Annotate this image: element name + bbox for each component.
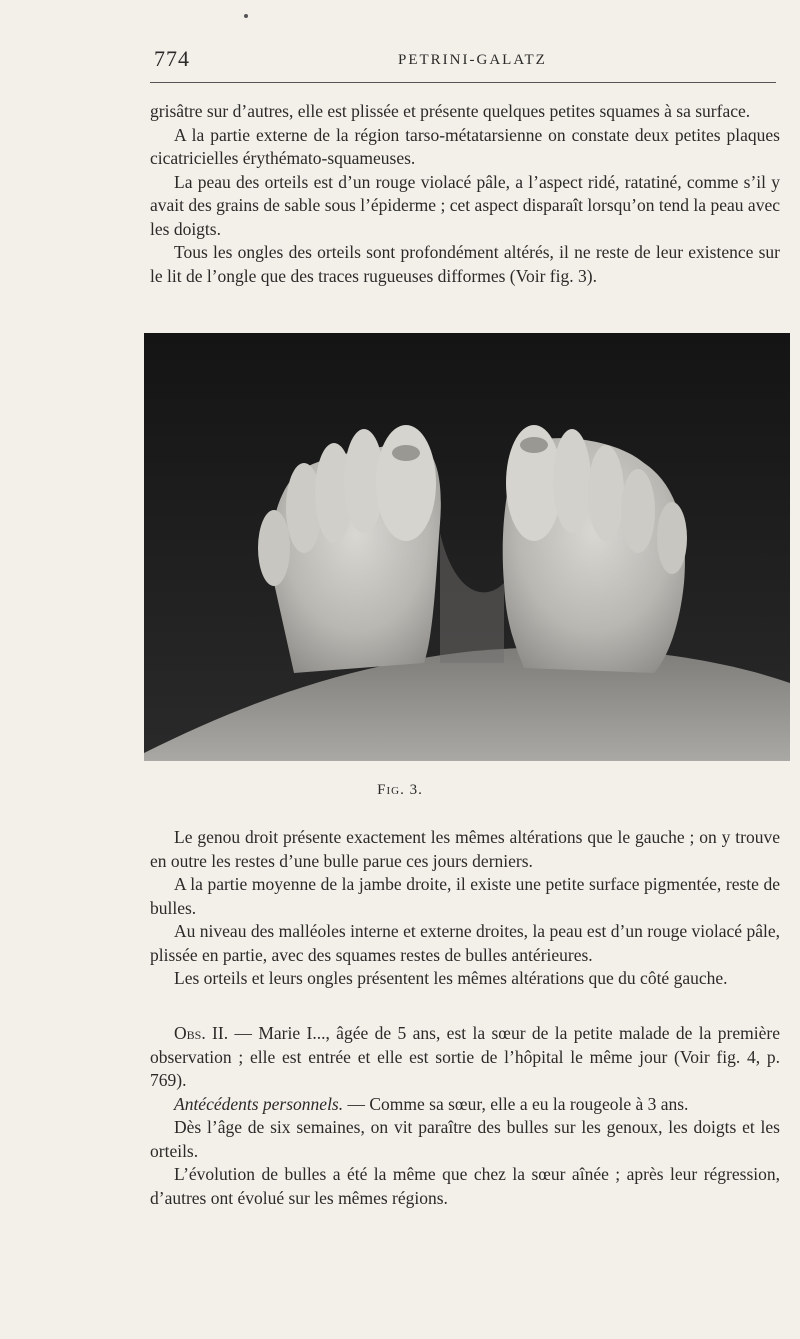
- antecedents-paragraph: [150, 1093, 780, 1117]
- text-block-middle: [150, 826, 780, 991]
- text-block-observation: [150, 1022, 780, 1210]
- figure-caption-text: Fig. 3.: [377, 782, 423, 798]
- print-speck: [244, 14, 248, 18]
- paragraph: Au niveau des malléoles interne et externe droites, la peau est d’un rouge violacé pâle, plissée en partie, avec des squames restes de bulles antérieures.: [150, 921, 780, 965]
- paragraph: La peau des orteils est d’un rouge violacé pâle, a l’aspect ridé, ratatiné, comme s’il y avait des grains de sable sous l’épiderme ; cet aspect disparaît lorsqu’on tend la peau avec les doigts.: [150, 171, 780, 239]
- observation-text: — Marie I..., âgée de 5 ans, est la sœur de la petite malade de la première observation ; elle est entrée et elle est sortie de l’hôpital le même jour (Voir fig. 4, p. 769).: [150, 1023, 780, 1090]
- paragraph: A la partie externe de la région tarso-métatarsienne on constate deux petites plaques cicatricielles érythémato-squameuses.: [150, 124, 780, 168]
- paragraph: grisâtre sur d’autres, elle est plissée et présente quelques petites squames à sa surface.: [150, 101, 751, 121]
- figure-photo-feet: [144, 333, 790, 761]
- paragraph: L’évolution de bulles a été la même que chez la sœur aînée ; après leur régression, d’autres ont évolué sur les mêmes régions.: [150, 1164, 780, 1208]
- page-number: 774: [154, 46, 190, 71]
- paragraph: A la partie moyenne de la jambe droite, il existe une petite surface pigmentée, reste de bulles.: [150, 874, 780, 918]
- antecedents-label: Antécédents personnels.: [174, 1093, 344, 1114]
- paragraph: Tous les ongles des orteils sont profondément altérés, il ne reste de leur existence sur le lit de l’ongle que des traces rugueuses difformes (Voir fig. 3).: [150, 242, 780, 286]
- paragraph: Les orteils et leurs ongles présentent les mêmes altérations que du côté gauche.: [174, 968, 728, 988]
- observation-paragraph: [150, 1022, 780, 1093]
- antecedents-text: — Comme sa sœur, elle a eu la rougeole à 3 ans.: [343, 1093, 689, 1114]
- figure-caption: [0, 782, 800, 799]
- feet-photograph: [144, 333, 790, 761]
- text-block-top: [150, 100, 780, 288]
- paragraph: Dès l’âge de six semaines, on vit paraître des bulles sur les genoux, les doigts et les orteils.: [150, 1117, 780, 1161]
- running-head: PETRINI-GALATZ: [398, 52, 547, 68]
- observation-label: Obs. II.: [174, 1023, 229, 1043]
- header-rule: [150, 82, 776, 83]
- page-header: [148, 46, 778, 76]
- paragraph: Le genou droit présente exactement les mêmes altérations que le gauche ; on y trouve en outre les restes d’une bulle parue ces jours derniers.: [150, 827, 780, 871]
